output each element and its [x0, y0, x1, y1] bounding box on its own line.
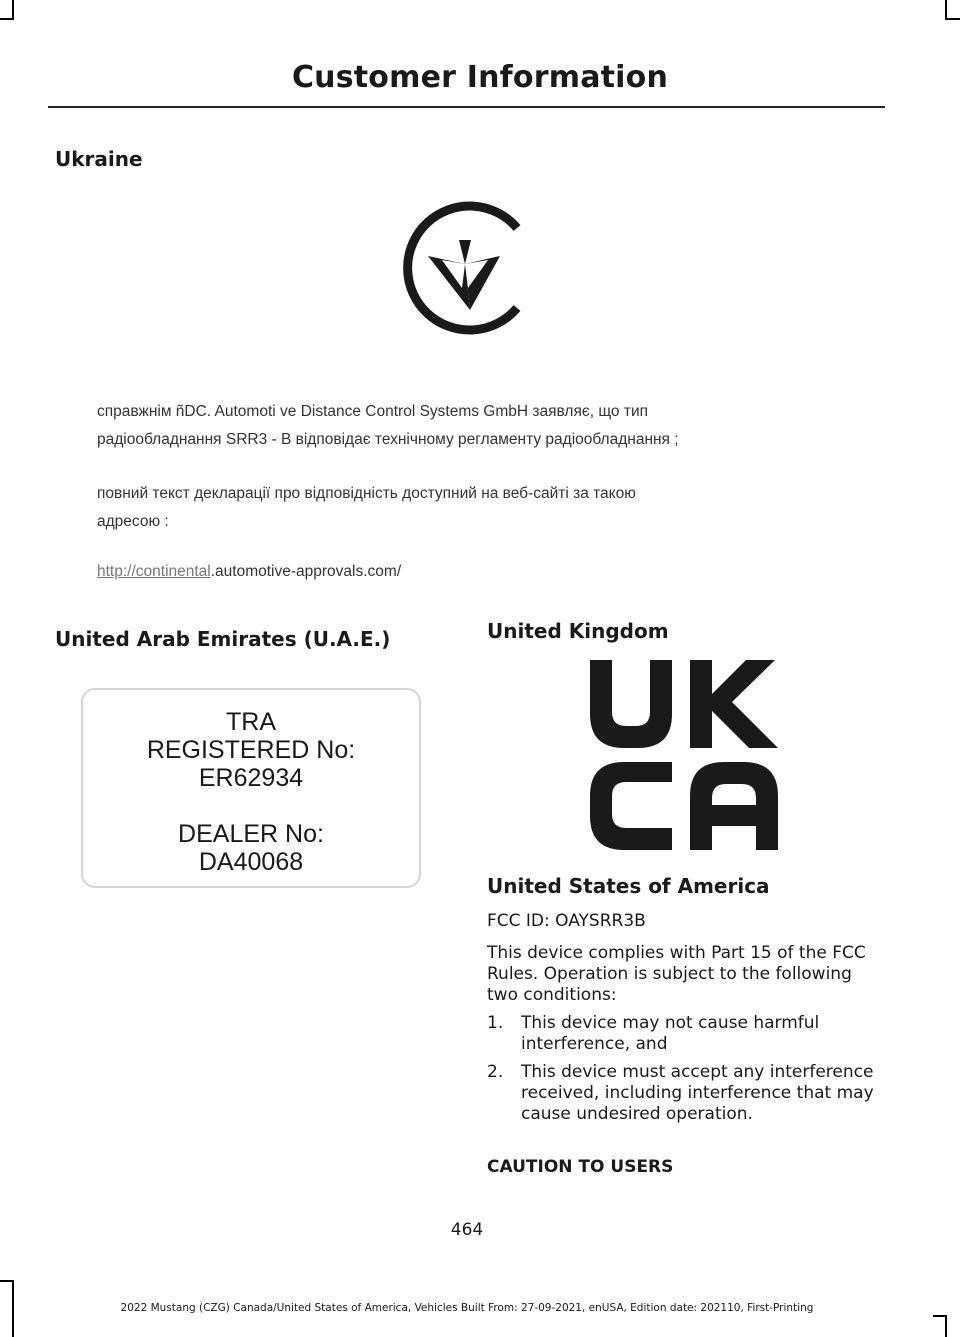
- crop-mark-top-right-v: [945, 0, 947, 20]
- declaration-line: повний текст декларації про відповідність доступний на веб-сайті за такою: [97, 485, 636, 502]
- declaration-url-part2: .automotive-approvals.com/: [210, 563, 402, 580]
- registered-number: ER62934: [198, 764, 304, 792]
- fcc-conditions-list: [487, 1013, 887, 1132]
- tra-label-box: [81, 688, 421, 888]
- tra-label: TRA: [226, 708, 276, 736]
- ukca-mark-icon: [590, 660, 778, 850]
- crop-mark-top-right-h: [945, 18, 960, 20]
- uk-heading: United Kingdom: [487, 619, 669, 643]
- fcc-compliance-paragraph: This device complies with Part 15 of the FCC Rules. Operation is subject to the following two conditions:: [487, 943, 866, 1005]
- crop-mark-top-left-h: [0, 18, 14, 20]
- list-item-text: This device may not cause harmful interference, and: [521, 1013, 820, 1054]
- crop-mark-bottom-right-h: [933, 1315, 947, 1317]
- ukraine-conformity-mark-icon: [400, 198, 530, 338]
- declaration-line: адресою :: [97, 513, 169, 530]
- uae-heading: United Arab Emirates (U.A.E.): [55, 627, 391, 651]
- fcc-id: FCC ID: OAYSRR3B: [487, 911, 646, 931]
- declaration-line: радіообладнання SRR3 - В відповідає технічному регламенту радіообладнання ;: [97, 431, 679, 448]
- declaration-url-part1: http://continental: [97, 563, 211, 580]
- ukraine-declaration: [97, 398, 837, 586]
- registered-label: REGISTERED No:: [146, 736, 356, 764]
- crop-mark-top-left-v: [12, 0, 14, 20]
- footer-edition-info: 2022 Mustang (CZG) Canada/United States of America, Vehicles Built From: 27-09-2021, enUSA, Edition date: 202110, First-Printing: [120, 1302, 814, 1314]
- declaration-line: справжнім ñDC. Automoti ve Distance Control Systems GmbH заявляє, що тип: [97, 403, 649, 420]
- crop-mark-bottom-right-v: [945, 1315, 947, 1337]
- title-rule: [48, 106, 885, 108]
- crop-mark-bottom-left-h: [0, 1280, 14, 1282]
- list-item: [487, 1062, 887, 1125]
- dealer-number: DA40068: [198, 848, 304, 876]
- list-item-number: 2.: [487, 1062, 504, 1082]
- declaration-url: [97, 558, 837, 586]
- caution-heading: CAUTION TO USERS: [487, 1157, 674, 1177]
- list-item-number: 1.: [487, 1013, 504, 1033]
- page-number: 464: [450, 1220, 484, 1240]
- page-title: Customer Information: [291, 60, 669, 95]
- list-item: [487, 1013, 887, 1055]
- usa-heading: United States of America: [487, 874, 770, 898]
- list-item-text: This device must accept any interference received, including interference that may cause undesired operation.: [521, 1062, 874, 1124]
- dealer-label: DEALER No:: [178, 820, 324, 848]
- ukraine-heading: Ukraine: [55, 147, 143, 171]
